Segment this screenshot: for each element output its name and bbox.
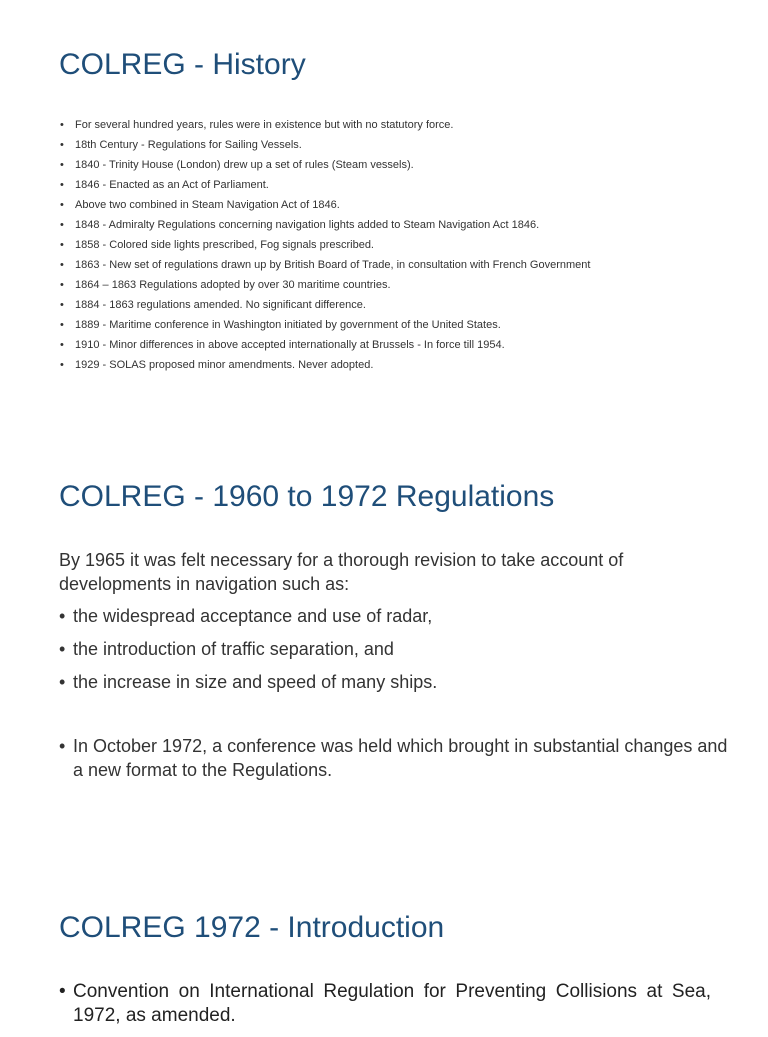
history-bullet: • 1864 – 1863 Regulations adopted by over 30 maritime countries.	[59, 275, 749, 295]
history-bullet: • 1889 - Maritime conference in Washington initiated by government of the United States.	[59, 315, 749, 335]
slide-title-history: COLREG - History	[59, 48, 306, 81]
regulations-bullet-list	[59, 604, 729, 703]
slide-title-regulations: COLREG - 1960 to 1972 Regulations	[59, 480, 555, 513]
history-bullet: • 1929 - SOLAS proposed minor amendments. Never adopted.	[59, 355, 749, 375]
history-bullet: • For several hundred years, rules were in existence but with no statutory force.	[59, 115, 749, 135]
conference-bullet: • In October 1972, a conference was held which brought in substantial changes and a new format to the Regulations.	[59, 734, 729, 782]
introduction-bullet: • Convention on International Regulation for Preventing Collisions at Sea, 1972, as amended.	[59, 980, 711, 1028]
conference-bullet-list	[59, 734, 729, 791]
regulations-bullet: • the introduction of traffic separation, and	[59, 637, 729, 661]
history-bullet: • 1858 - Colored side lights prescribed, Fog signals prescribed.	[59, 235, 749, 255]
slide-title-introduction: COLREG 1972 - Introduction	[59, 911, 445, 944]
regulations-bullet: • the increase in size and speed of many ships.	[59, 670, 729, 694]
regulations-intro-paragraph: By 1965 it was felt necessary for a thorough revision to take account of developments in navigation such as:	[59, 550, 624, 594]
history-bullet: • Above two combined in Steam Navigation Act of 1846.	[59, 195, 749, 215]
history-bullet: • 1863 - New set of regulations drawn up by British Board of Trade, in consultation with French Government	[59, 255, 749, 275]
history-bullet: • 18th Century - Regulations for Sailing Vessels.	[59, 135, 749, 155]
history-bullet: • 1846 - Enacted as an Act of Parliament.	[59, 175, 749, 195]
history-bullet: • 1884 - 1863 regulations amended. No significant difference.	[59, 295, 749, 315]
history-bullet: • 1840 - Trinity House (London) drew up a set of rules (Steam vessels).	[59, 155, 749, 175]
history-bullet-list	[59, 115, 749, 375]
history-bullet: • 1848 - Admiralty Regulations concerning navigation lights added to Steam Navigation Act 1846.	[59, 215, 749, 235]
history-bullet: • 1910 - Minor differences in above accepted internationally at Brussels - In force till 1954.	[59, 335, 749, 355]
regulations-bullet: • the widespread acceptance and use of radar,	[59, 604, 729, 628]
introduction-bullet-list	[59, 980, 711, 1037]
